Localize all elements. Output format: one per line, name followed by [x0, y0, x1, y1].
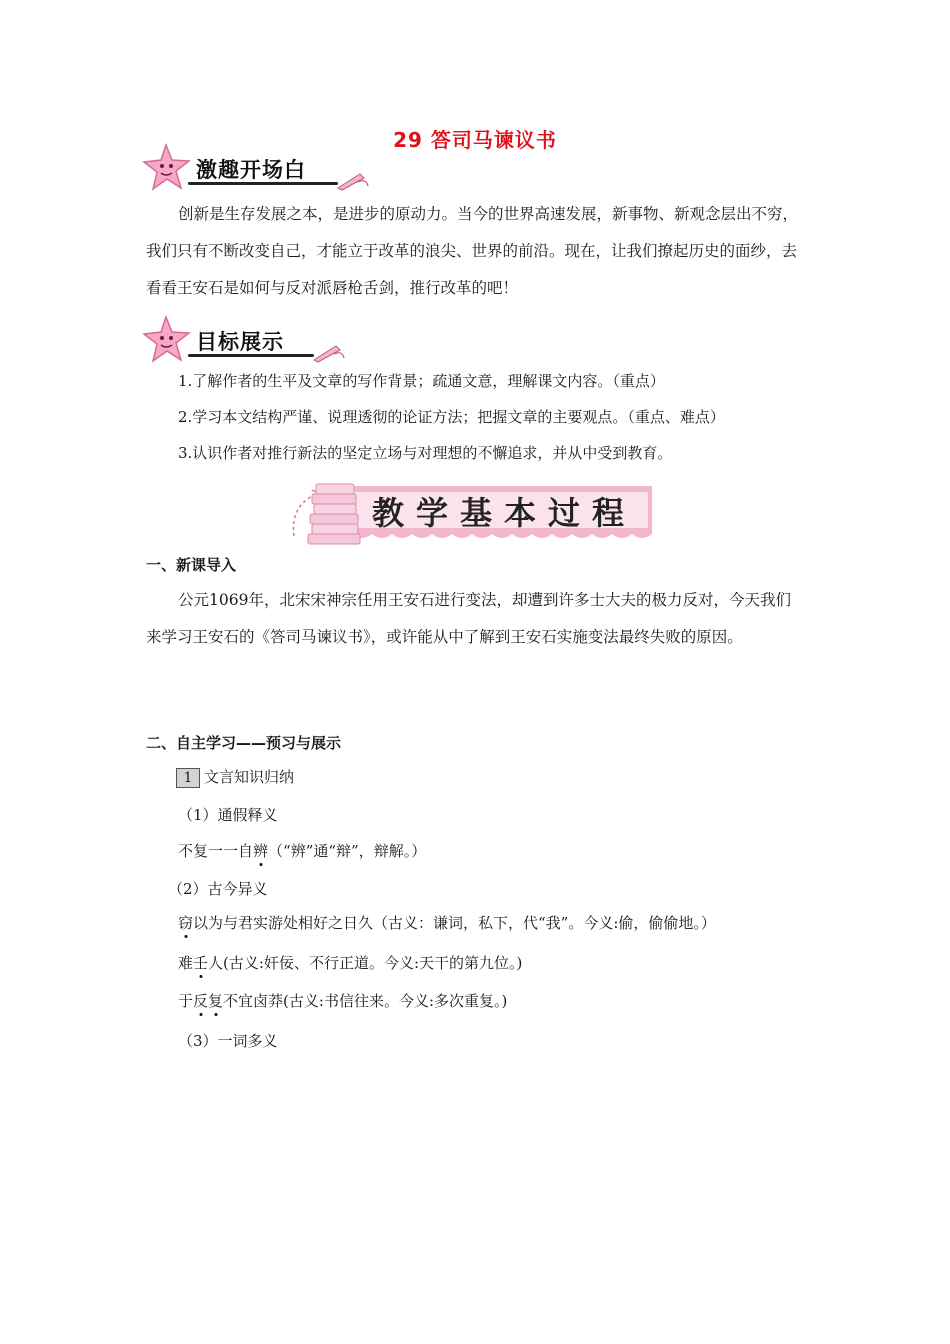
box-label: 文言知识归纳	[204, 768, 295, 786]
text-fragment: （“辨”通“辩”，辩解。）	[268, 842, 427, 860]
example-line	[178, 990, 507, 1011]
emphasized-char: 窃	[178, 914, 194, 932]
intro-paragraph: 创新是生存发展之本，是进步的原动力。当今的世界高速发展，新事物、新观念层出不穷，我们只有不断改变自己，才能立于改革的浪尖、世界的前沿。现在，让我们撩起历史的面纱，去看看王安石是如何与反对派唇枪舌剑，推行改革的吧！	[146, 205, 799, 297]
process-banner-label: 教学基本过程	[372, 494, 637, 532]
example-line	[178, 952, 522, 973]
emphasized-char: 反	[193, 992, 209, 1010]
book-stack-icon	[304, 480, 364, 550]
subheading: （3）一词多义	[178, 1032, 278, 1050]
banner-label: 目标展示	[196, 330, 284, 354]
pen-icon	[336, 168, 370, 192]
section-banner-intro	[140, 142, 372, 194]
text-fragment: 人(古义:奸佞、不行正道。今义:天干的第九位。)	[208, 954, 523, 972]
emphasized-char: 辨	[253, 842, 269, 860]
star-mascot-icon	[140, 142, 194, 194]
text-fragment: 不复一一自	[178, 842, 254, 860]
example-line	[178, 840, 426, 861]
star-mascot-icon	[140, 314, 194, 366]
text-fragment: 以为与君实游处相好之日久（古义：谦词，私下，代“我”。今义:偷，偷偷地。）	[193, 914, 716, 932]
goal-item: 3.认识作者对推行新法的坚定立场与对理想的不懈追求，并从中受到教育。	[178, 444, 673, 462]
subheading: （2）古今异义	[168, 880, 268, 898]
page-title: 29 答司马谏议书	[393, 128, 557, 152]
process-banner	[288, 476, 662, 554]
goal-item: 2.学习本文结构严谨、说理透彻的论证方法；把握文章的主要观点。（重点、难点）	[178, 408, 725, 426]
banner-label: 激趣开场白	[196, 158, 306, 182]
section-heading: 二、自主学习——预习与展示	[146, 734, 342, 752]
section-banner-goals	[140, 314, 350, 366]
subheading: （1）通假释义	[178, 806, 278, 824]
goal-item: 1.了解作者的生平及文章的写作背景；疏通文意，理解课文内容。（重点）	[178, 372, 665, 390]
section-paragraph: 公元1069年，北宋宋神宗任用王安石进行变法，却遭到许多士大夫的极力反对，今天我们来学习王安石的《答司马谏议书》，或许能从中了解到王安石实施变法最终失败的原因。	[146, 591, 791, 646]
emphasized-char: 壬	[193, 954, 209, 972]
text-fragment: 不宜卤莽(古义:书信往来。今义:多次重复。)	[223, 992, 508, 1010]
example-line	[178, 912, 716, 933]
text-fragment: 难	[178, 954, 194, 972]
emphasized-char: 复	[208, 992, 224, 1010]
pen-icon	[312, 340, 346, 364]
number-box: 1	[176, 768, 200, 788]
text-fragment: 于	[178, 992, 194, 1010]
knowledge-box-row	[176, 766, 294, 788]
section-heading: 一、新课导入	[146, 556, 237, 574]
